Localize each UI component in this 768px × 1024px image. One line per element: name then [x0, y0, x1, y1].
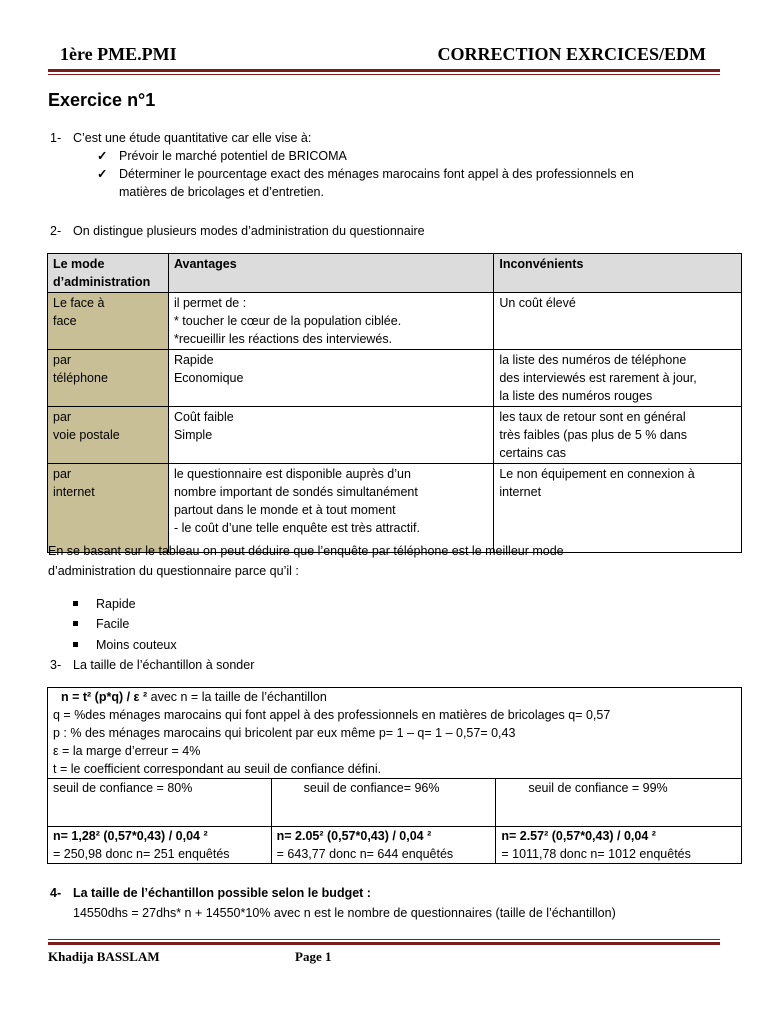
formula-row: [48, 688, 742, 779]
bullet-icon: [73, 621, 78, 626]
def-p: p : % des ménages marocains qui bricolent par eux même p= 1 – q= 1 – 0,57= 0,43: [53, 726, 516, 740]
table-row: [48, 464, 742, 553]
calc-row: [48, 827, 742, 864]
inconvenients-cell: la liste des numéros de téléphone des interviewés est rarement à jour, la liste des numéros rouges: [494, 350, 742, 407]
bullet-item: Rapide: [96, 597, 136, 611]
def-t: t = le coefficient correspondant au seuil de confiance défini.: [53, 762, 382, 776]
header-mode: Le mode d’administration: [48, 254, 169, 293]
sample-size-table: [47, 687, 742, 864]
q2-number: 2-: [50, 224, 62, 238]
q3-number: 3-: [50, 658, 62, 672]
header-rule-thin: [48, 74, 720, 75]
footer-author: Khadija BASSLAM: [48, 949, 160, 964]
inconvenients-cell: Un coût élevé: [494, 293, 742, 350]
table-row: [48, 407, 742, 464]
formula-cell: n = t² (p*q) / ε ² avec n = la taille de l’échantillon q = %des ménages marocains qui font appel à des professionnels en matières de bricolages q= 0,57 p : % des ménages marocains qui bricolent par eux même p= 1 – q= 1 – 0,57= 0,43 ε = la marge d’erreur = 4% t = le coefficient correspondant au seuil de confiance défini.: [48, 688, 742, 779]
avantages-cell: il permet de : * toucher le cœur de la population ciblée. *recueillir les réactions des interviewés.: [168, 293, 493, 350]
bullet-item: Facile: [96, 617, 130, 631]
header-rule: [48, 69, 720, 72]
q3-text: La taille de l’échantillon à sonder: [73, 658, 255, 672]
footer-rule-thin: [48, 939, 720, 940]
avantages-cell: Rapide Economique: [168, 350, 493, 407]
table-row: [48, 293, 742, 350]
mode-cell: par voie postale: [48, 407, 169, 464]
table-row: [48, 350, 742, 407]
conclusion-line-2: d’administration du questionnaire parce qu’il :: [48, 564, 299, 578]
page-header: [48, 44, 720, 66]
avantages-cell: le questionnaire est disponible auprès d’un nombre important de sondés simultanément partout dans le monde et à tout moment - le coût d’une telle enquête est très attractif.: [168, 464, 493, 553]
calc-cell: n= 1,28² (0,57*0,43) / 0,04 ² = 250,98 donc n= 251 enquêtés: [48, 827, 272, 864]
header-inconvenients: Inconvénients: [494, 254, 742, 293]
q4-equation: 14550dhs = 27dhs* n + 14550*10% avec n est le nombre de questionnaires (taille de l’échantillon): [73, 906, 616, 920]
q4-number: 4-: [50, 886, 62, 900]
q1-number: 1-: [50, 131, 62, 145]
q1-item-2: ✓ Déterminer le pourcentage exact des ménages marocains font appel à des professionnels en: [119, 165, 634, 183]
calc-cell: n= 2.05² (0,57*0,43) / 0,04 ² = 643,77 donc n= 644 enquêtés: [271, 827, 496, 864]
mode-cell: par internet: [48, 464, 169, 553]
exercise-title: Exercice n°1: [48, 90, 156, 110]
bullet-item: Moins couteux: [96, 638, 177, 652]
formula: n = t² (p*q) / ε ²: [61, 690, 148, 704]
def-epsilon: ε = la marge d’erreur = 4%: [53, 744, 201, 758]
footer-rule: [48, 942, 720, 945]
header-right: CORRECTION EXRCICES/EDM: [437, 44, 706, 64]
q2-text: On distingue plusieurs modes d’administration du questionnaire: [73, 224, 425, 238]
inconvenients-cell: Le non équipement en connexion à internet: [494, 464, 742, 553]
inconvenients-cell: les taux de retour sont en général très faibles (pas plus de 5 % dans certains cas: [494, 407, 742, 464]
bullet-icon: [73, 601, 78, 606]
q1-text: C’est une étude quantitative car elle vise à:: [73, 131, 312, 145]
footer-page: Page 1: [295, 949, 332, 964]
conclusion-line-1: En se basant sur le tableau on peut déduire que l’enquête par téléphone est le meilleur mode: [48, 544, 564, 558]
mode-cell: par téléphone: [48, 350, 169, 407]
q1-item-1: ✓ Prévoir le marché potentiel de BRICOMA: [119, 147, 347, 165]
seuil-cell: seuil de confiance = 80%: [48, 779, 272, 827]
q1-item-2-cont: matières de bricolages et d’entretien.: [119, 185, 324, 199]
q4-text: La taille de l’échantillon possible selon le budget :: [73, 886, 371, 900]
header-left: 1ère PME.PMI: [60, 44, 177, 64]
header-avantages: Avantages: [168, 254, 493, 293]
seuil-cell: seuil de confiance= 96%: [271, 779, 496, 827]
seuil-row: [48, 779, 742, 827]
avantages-cell: Coût faible Simple: [168, 407, 493, 464]
table-header-row: [48, 254, 742, 293]
modes-table: [47, 253, 742, 553]
mode-cell: Le face à face: [48, 293, 169, 350]
calc-cell: n= 2.57² (0,57*0,43) / 0,04 ² = 1011,78 donc n= 1012 enquêtés: [496, 827, 742, 864]
def-q: q = %des ménages marocains qui font appel à des professionnels en matières de bricolages q= 0,57: [53, 708, 611, 722]
seuil-cell: seuil de confiance = 99%: [496, 779, 742, 827]
bullet-icon: [73, 642, 78, 647]
